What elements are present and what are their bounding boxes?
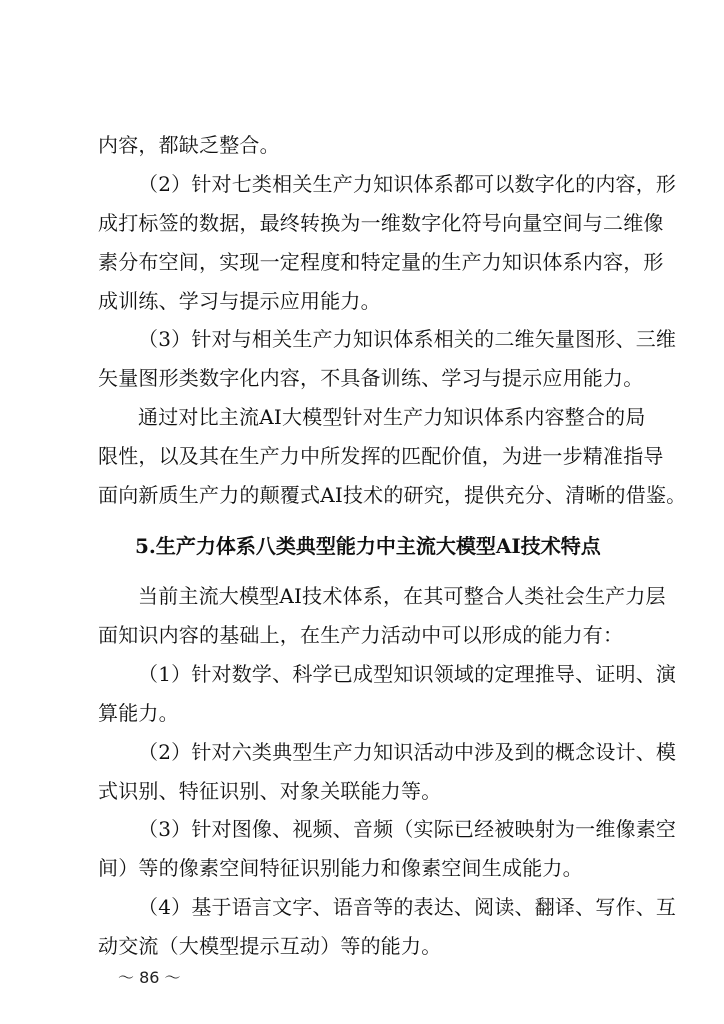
paragraph-line: 矢量图形类数字化内容，不具备训练、学习与提示应用能力。	[98, 366, 644, 390]
paragraph-line: 内容，都缺乏整合。	[98, 133, 280, 157]
paragraph-line: （2）针对六类典型生产力知识活动中涉及到的概念设计、模	[138, 740, 677, 764]
paragraph-line: （3）针对与相关生产力知识体系相关的二维矢量图形、三维	[138, 327, 677, 351]
paragraph-line: （1）针对数学、科学已成型知识领域的定理推导、证明、演	[138, 662, 677, 686]
paragraph-line: （4）基于语言文字、语音等的表达、阅读、翻译、写作、互	[138, 895, 677, 919]
paragraph-line: 面知识内容的基础上，在生产力活动中可以形成的能力有：	[98, 623, 624, 647]
page-number: ～ 86 ～	[118, 968, 181, 987]
paragraph-line: （2）针对七类相关生产力知识体系都可以数字化的内容，形	[138, 172, 677, 196]
paragraph-line: 面向新质生产力的颠覆式AI技术的研究，提供充分、清晰的借鉴。	[98, 483, 687, 507]
paragraph-line: 素分布空间，实现一定程度和特定量的生产力知识体系内容，形	[98, 250, 664, 274]
paragraph-line: 式识别、特征识别、对象关联能力等。	[98, 779, 442, 803]
paragraph-line: 当前主流大模型AI技术体系，在其可整合人类社会生产力层	[138, 584, 666, 608]
section-heading: 5.生产力体系八类典型能力中主流大模型AI技术特点	[135, 534, 601, 558]
paragraph-line: 成打标签的数据，最终转换为一维数字化符号向量空间与二维像	[98, 211, 664, 235]
paragraph-line: 通过对比主流AI大模型针对生产力知识体系内容整合的局	[138, 405, 646, 429]
paragraph-line: 成训练、学习与提示应用能力。	[98, 289, 381, 313]
paragraph-line: 间）等的像素空间特征识别能力和像素空间生成能力。	[98, 856, 583, 880]
paragraph-line: 算能力。	[98, 701, 179, 725]
paragraph-line: 动交流（大模型提示互动）等的能力。	[98, 934, 442, 958]
paragraph-line: （3）针对图像、视频、音频（实际已经被映射为一维像素空	[138, 817, 677, 841]
paragraph-line: 限性，以及其在生产力中所发挥的匹配价值，为进一步精准指导	[98, 444, 664, 468]
